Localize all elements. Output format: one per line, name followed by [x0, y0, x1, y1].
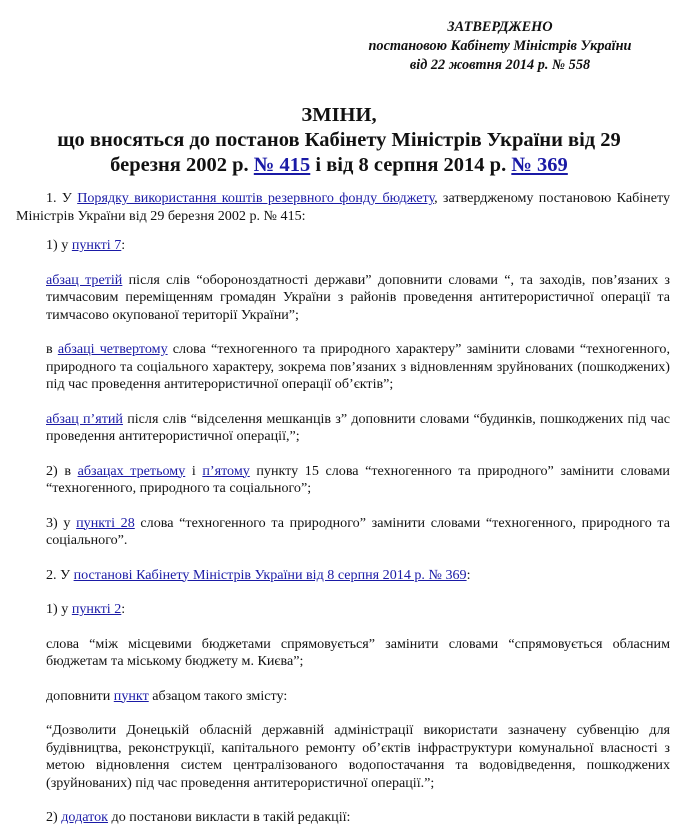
paragraph-2: [16, 237, 670, 255]
paragraph-1: [16, 190, 670, 225]
document-body: [16, 190, 670, 827]
link-paragraph-fourth[interactable]: абзаці четвертому: [57, 341, 168, 357]
title-text: і від 8 серпня 2014 р.: [310, 154, 512, 176]
approval-issuer: постановою Кабінету Міністрів України: [368, 38, 632, 54]
approval-heading: ЗАТВЕРДЖЕНО: [447, 19, 553, 35]
text: слова “техногенного та природного” замінити словами “техногенного, природного та соціального”.: [46, 514, 670, 548]
text: 1) у: [46, 601, 72, 617]
approval-date: від 22 жовтня 2014 р. № 558: [409, 57, 591, 73]
text: і: [185, 462, 203, 479]
title-link-415[interactable]: № 415: [253, 154, 311, 176]
text: доповнити: [46, 687, 114, 704]
paragraph-8: [16, 567, 670, 585]
link-point-2[interactable]: пункті 2: [71, 601, 122, 617]
text: 3) у: [46, 514, 77, 531]
link-paragraph-fifth[interactable]: абзац п’ятий: [46, 410, 123, 427]
link-appendix[interactable]: додаток: [61, 809, 109, 825]
text: слова “техногенного та природного характеру” замінити словами “техногенного, природного та соціального характеру, зокрема пов’язаних з відновленням зруйнованих (пошкоджених) під час проведення антитерористичної операції об’єктів”;: [46, 341, 670, 392]
paragraph-5: [16, 411, 670, 446]
paragraph-6: [16, 463, 670, 498]
text: , затвердженому постановою Кабінету Міністрів України від 29 березня 2002 р. № 415:: [16, 190, 670, 224]
link-resolution-369[interactable]: постанові Кабінету Міністрів України від 8 серпня 2014 р. № 369: [73, 566, 467, 583]
text: до постанови викласти в такій редакції:: [108, 809, 351, 825]
text: 1. У: [46, 190, 78, 206]
text: 2) в: [46, 462, 78, 479]
link-point[interactable]: пункт: [113, 687, 149, 704]
paragraph-13: [16, 809, 670, 827]
text: 2. У: [46, 566, 74, 583]
text: в: [46, 341, 58, 357]
link-paragraphs-third[interactable]: абзацах третьому: [77, 462, 186, 479]
link-point-7[interactable]: пункті 7: [71, 237, 122, 253]
paragraph-7: [16, 515, 670, 550]
paragraph-9: [16, 601, 670, 619]
text: абзацом такого змісту:: [148, 687, 288, 704]
title-text: березня 2002 р.: [110, 154, 254, 176]
paragraph-4: [16, 341, 670, 394]
text: після слів “обороноздатності держави” доповнити словами “, та заходів, пов’язаних з тимчасовим переміщенням громадян України з районів проведення антитерористичної операції та тимчасово окупованої території України”;: [46, 271, 670, 323]
text: пункту 15 слова “техногенного та природного” замінити словами “техногенного, природного та соціального”;: [46, 462, 670, 496]
link-point-28[interactable]: пункті 28: [76, 514, 135, 531]
approval-stamp: [330, 18, 670, 75]
title-line-3: [0, 153, 678, 178]
title-line-2: що вносяться до постанов Кабінету Міністрів України від 29: [57, 129, 621, 151]
text: 2): [46, 809, 62, 825]
link-paragraph-third[interactable]: абзац третій: [46, 271, 123, 288]
text: після слів “відселення мешканців з” доповнити словами “будинків, пошкоджених під час проведення антитерористичної операції,”;: [46, 410, 671, 444]
link-reserve-fund-order[interactable]: Порядку використання коштів резервного фонду бюджету: [77, 190, 435, 206]
text: :: [121, 237, 126, 253]
document-title: [0, 103, 678, 178]
link-fifth[interactable]: п’ятому: [202, 462, 250, 479]
text: 1) у: [46, 237, 72, 253]
paragraph-3: [16, 272, 670, 325]
text: :: [121, 601, 126, 617]
title-link-369[interactable]: № 369: [511, 154, 568, 176]
text: :: [466, 566, 471, 583]
paragraph-10: слова “між місцевими бюджетами спрямовується” замінити словами “спрямовується обласним бюджетам та міському бюджету м. Києва”;: [46, 635, 670, 669]
paragraph-12: “Дозволити Донецькій обласній державній адміністрації використати зазначену субвенцію для будівництва, реконструкції, капітального ремонту об’єктів інфраструктури комунальної власності з метою відновлення систем централізованого водопостачання та водовідведення, пошкоджених (зруйнованих) під час проведення антитерористичної операції.”;: [46, 722, 670, 791]
paragraph-11: [16, 688, 670, 706]
title-line-1: ЗМІНИ,: [301, 104, 377, 126]
